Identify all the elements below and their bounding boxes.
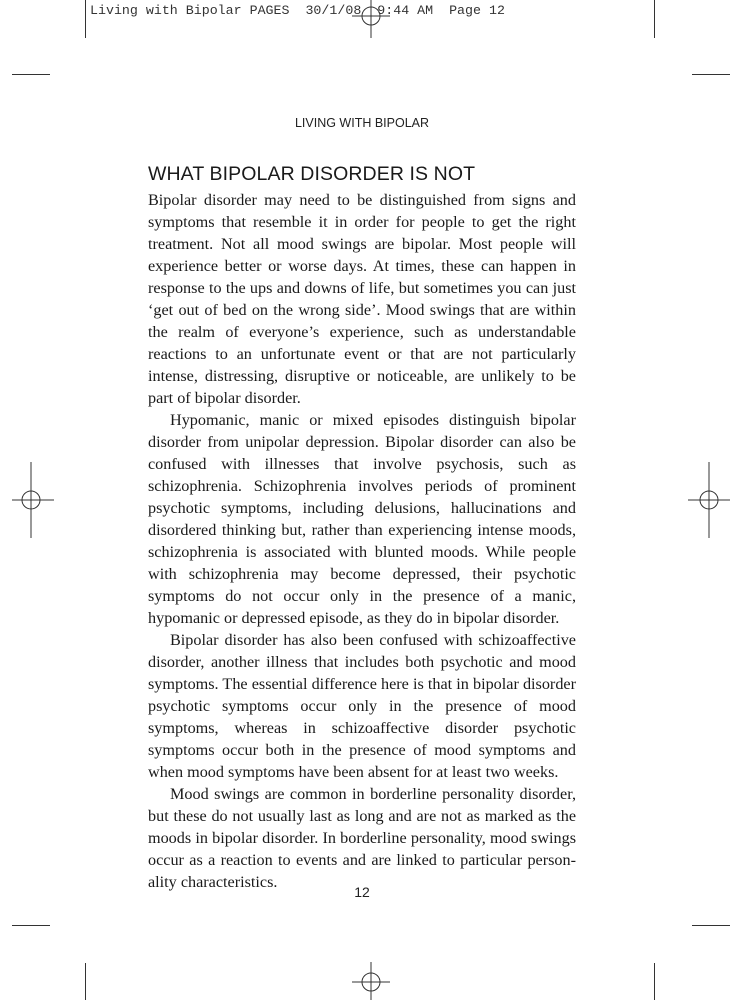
- paragraph: Bipolar disorder may need to be distinguished from signs and symptoms that resemble it in order for people to get the right treatment. Not all mood swings are bipolar. Most people will experience better or worse days. At times, these can happen in response to the ups and downs of life, but sometimes you can just ‘get out of bed on the wrong side’. Mood swings that are within the realm of everyone’s experience, such as understandable reactions to an unfortunate event or that are not particularly intense, distressing, disruptive or noticeable, are unlikely to be part of bipolar disorder.: [148, 191, 576, 407]
- paragraph: Mood swings are common in borderline personality disorder, but these do not usually last as long and are not as marked as the moods in bipolar disorder. In borderline personality, mood swings occur as a reaction to events and are linked to particular personality characteristics.: [148, 785, 576, 891]
- crop-mark-top-left-horizontal: [12, 74, 50, 75]
- registration-mark-bottom: [330, 960, 412, 1000]
- page-number: 12: [354, 884, 370, 900]
- registration-mark-top: [330, 0, 412, 40]
- crop-mark-bottom-right-horizontal: [692, 925, 730, 926]
- crop-mark-top-right-horizontal: [692, 74, 730, 75]
- paragraph: Hypomanic, manic or mixed episodes distinguish bipolar disorder from unipolar depression. Bipolar disorder can also be confused with illnesses that involve psychosis, such as schizophrenia. Schizophrenia involves periods of prominent psychotic symptoms, including delusions, hallucinations and disordered thinking but, rather than experiencing intense moods, schizophrenia is associated with blunted moods. While people with schizophrenia may become depressed, their psychotic symptoms do not occur only in the presence of a manic, hypomanic or depressed episode, as they do in bipolar disorder.: [148, 411, 576, 627]
- section-title: WHAT BIPOLAR DISORDER IS NOT: [148, 163, 476, 185]
- crop-mark-bottom-left-vertical: [85, 963, 86, 1000]
- crop-mark-top-right-vertical: [654, 0, 655, 38]
- print-slug-line: Living with Bipolar PAGES 30/1/08 9:44 AM Page 12: [90, 3, 505, 18]
- registration-mark-left: [10, 460, 60, 540]
- body-text: [148, 189, 576, 893]
- running-head: LIVING WITH BIPOLAR: [294, 116, 430, 130]
- paragraph: Bipolar disorder has also been confused with schizoaffective disorder, another illness that includes both psychotic and mood symptoms. The essential difference here is that in bipolar disorder psychotic symptoms occur only in the presence of mood symptoms, whereas in schizoaffective disorder psychotic symptoms occur both in the presence of mood symptoms and when mood symptoms have been absent for at least two weeks.: [148, 631, 576, 781]
- crop-mark-bottom-right-vertical: [654, 963, 655, 1000]
- crop-mark-bottom-left-horizontal: [12, 925, 50, 926]
- crop-mark-top-left-vertical: [85, 0, 86, 38]
- registration-mark-right: [684, 460, 734, 540]
